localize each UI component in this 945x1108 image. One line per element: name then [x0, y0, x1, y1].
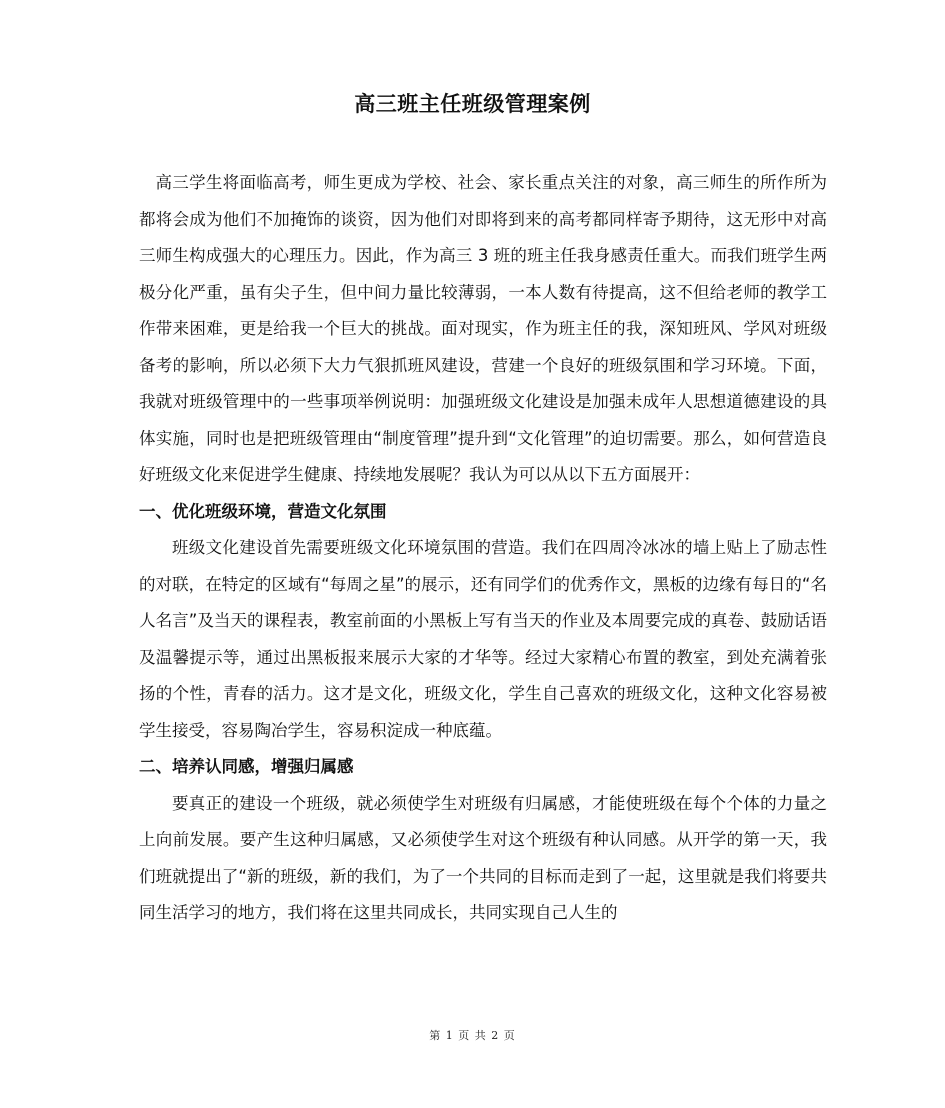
section-2-paragraph: 要真正的建设一个班级，就必须使学生对班级有归属感，才能使班级在每个个体的力量之上向前发展。要产生这种归属感，又必须使学生对这个班级有种认同感。从开学的第一天，我们班就提出了“新的班级，新的我们，为了一个共同的目标而走到了一起，这里就是我们将要共同生活学习的地方，我们将在这里共同成长，共同实现自己人生的: [139, 793, 827, 922]
section-1-paragraph: 班级文化建设首先需要班级文化环境氛围的营造。我们在四周冷冰冰的墙上贴上了励志性的对联，在特定的区域有“每周之星”的展示，还有同学们的优秀作文，黑板的边缘有每日的“名人名言”及当天的课程表，教室前面的小黑板上写有当天的作业及本周要完成的真卷、鼓励话语及温馨提示等，通过出黑板报来展示大家的才华等。经过大家精心布置的教室，到处充满着张扬的个性，青春的活力。这才是文化，班级文化，学生自己喜欢的班级文化，这种文化容易被学生接受，容易陶冶学生，容易积淀成一种底蕴。: [139, 538, 827, 740]
page-footer: 第 1 页 共 2 页: [429, 1029, 516, 1042]
section-1-heading: 一、优化班级环境，营造文化氛围: [139, 501, 387, 521]
document-body: [139, 165, 827, 932]
section-2-heading: 二、培养认同感，增强归属感: [139, 757, 354, 776]
document-title: 高三班主任班级管理案例: [354, 92, 591, 116]
intro-paragraph: 高三学生将面临高考，师生更成为学校、社会、家长重点关注的对象，高三师生的所作所为都将会成为他们不加掩饰的谈资，因为他们对即将到来的高考都同样寄予期待，这无形中对高三师生构成强大的心理压力。因此，作为高三 3 班的班主任我身感责任重大。而我们班学生两极分化严重，虽有尖子生，但中间力量比较薄弱，一本人数有待提高，这不但给老师的教学工作带来困难，更是给我一个巨大的挑战。面对现实，作为班主任的我，深知班风、学风对班级备考的影响，所以必须下大力气狠抓班风建设，营建一个良好的班级氛围和学习环境。下面，我就对班级管理中的一些事项举例说明：加强班级文化建设是加强未成年人思想道德建设的具体实施，同时也是把班级管理由“制度管理”提升到“文化管理”的迫切需要。那么，如何营造良好班级文化来促进学生健康、持续地发展呢？我认为可以从以下五方面展开：: [139, 173, 827, 484]
